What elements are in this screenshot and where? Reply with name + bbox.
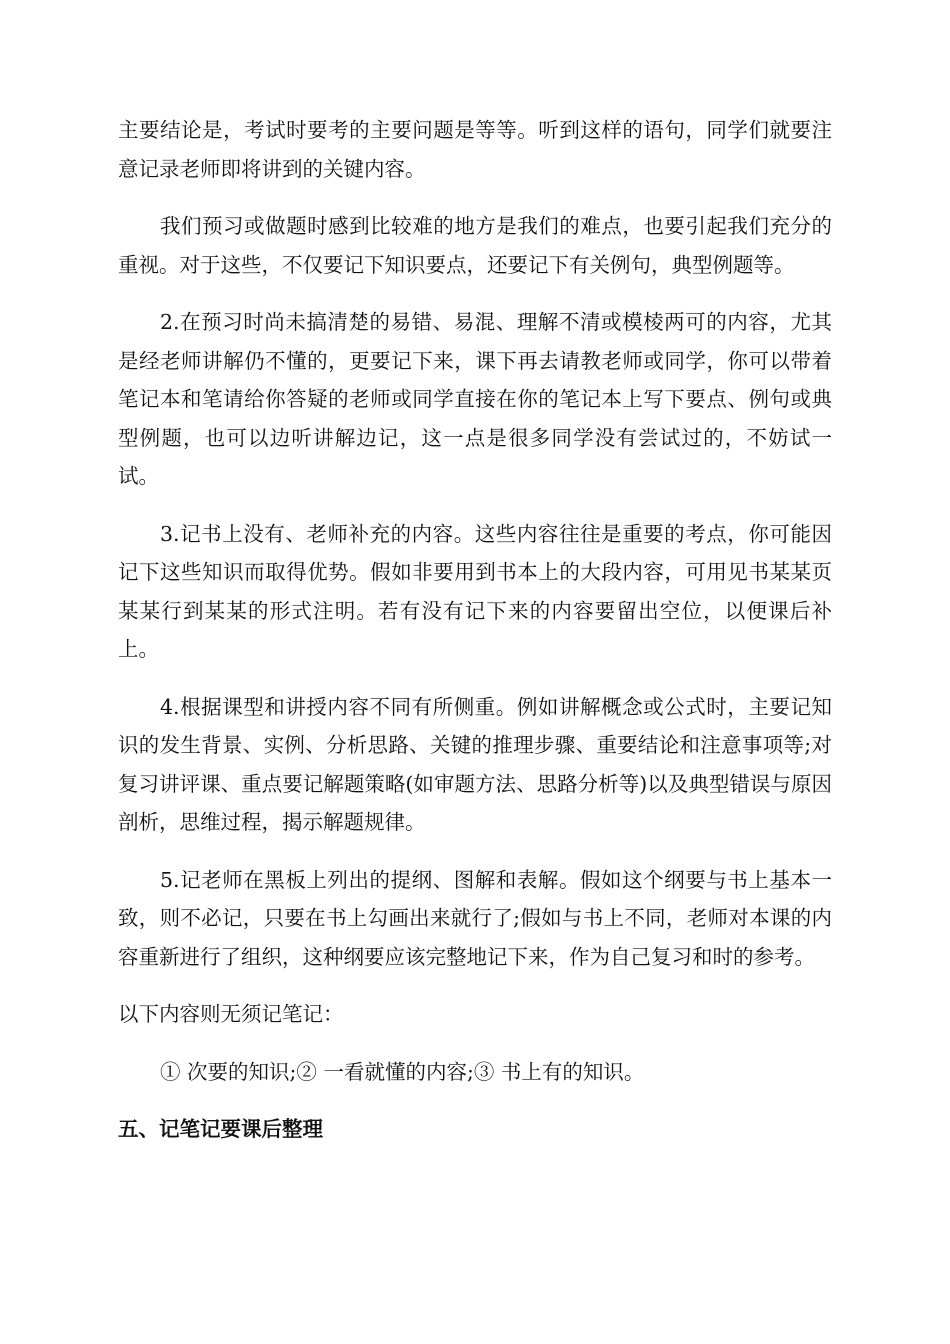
- paragraph-difficult-points: 我们预习或做题时感到比较难的地方是我们的难点，也要引起我们充分的重视。对于这些，不仅要记下知识要点，还要记下有关例句，典型例题等。: [118, 214, 832, 277]
- paragraph-no-notes-list: ① 次要的知识;② 一看就懂的内容;③ 书上有的知识。: [160, 1059, 645, 1084]
- paragraph-item-4-lesson-type-focus: 4.根据课型和讲授内容不同有所侧重。例如讲解概念或公式时，主要记知识的发生背景、实例、分析思路、关键的推理步骤、重要结论和注意事项等;对复习讲评课、重点要记解题策略(如审题方法、思路分析等)以及典型错误与原因剖析，思维过程，揭示解题规律。: [118, 694, 832, 834]
- paragraph-item-2-unclear-content: 2.在预习时尚未搞清楚的易错、易混、理解不清或模棱两可的内容，尤其是经老师讲解仍不懂的，更要记下来，课下再去请教老师或同学，你可以带着笔记本和笔请给你答疑的老师或同学直接在你的笔记本上写下要点、例句或典型例题，也可以边听讲解边记，这一点是很多同学没有尝试过的，不妨试一试。: [118, 310, 832, 488]
- paragraph-item-5-blackboard-outline: 5.记老师在黑板上列出的提纲、图解和表解。假如这个纲要与书上基本一致，则不必记，只要在书上勾画出来就行了;假如与书上不同，老师对本课的内容重新进行了组织，这种纲要应该完整地记下来，作为自己复习和时的参考。: [118, 867, 832, 969]
- document-body: [118, 111, 832, 1149]
- paragraph-item-3-supplementary-content: 3.记书上没有、老师补充的内容。这些内容往往是重要的考点，你可能因记下这些知识而取得优势。假如非要用到书本上的大段内容，可用见书某某页某某行到某某的形式注明。若有没有记下来的内容要留出空位，以便课后补上。: [118, 521, 832, 661]
- section-heading: 五、记笔记要课后整理: [118, 1117, 323, 1141]
- paragraph-key-content-continued: 主要结论是，考试时要考的主要问题是等等。听到这样的语句，同学们就要注意记录老师即将讲到的关键内容。: [118, 118, 832, 181]
- paragraph-no-notes-intro: 以下内容则无须记笔记：: [118, 1002, 344, 1026]
